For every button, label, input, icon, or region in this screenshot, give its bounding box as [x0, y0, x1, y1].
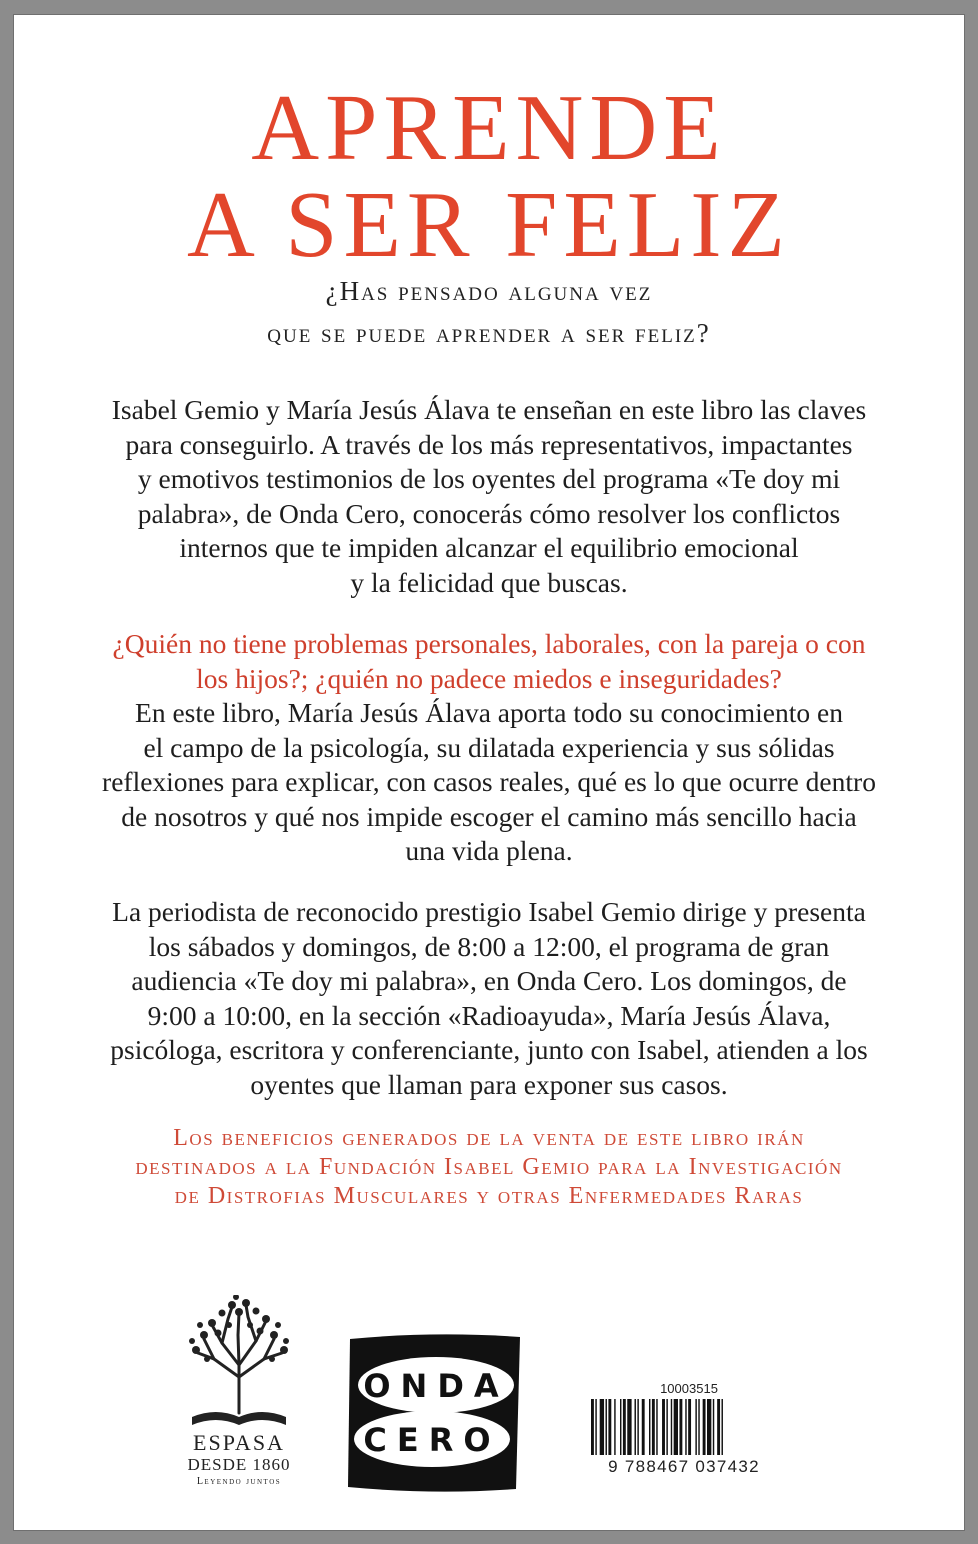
text-line: internos que te impiden alcanzar el equilibrio emocional	[179, 532, 799, 563]
text-line: para conseguirlo. A través de los más representativos, impactantes	[125, 428, 853, 460]
barcode-bar	[717, 1399, 720, 1455]
barcode-code-top: 10003515	[660, 1381, 718, 1396]
text-line: y la felicidad que buscas.	[350, 566, 628, 598]
barcode-bar	[627, 1399, 631, 1455]
text-line: los sábados y domingos, de 8:00 a 12:00, el programa de gran	[148, 930, 830, 962]
barcode-bar	[662, 1399, 665, 1455]
radio-logo-line2: CERO	[363, 1421, 501, 1459]
text-line: y emotivos testimonios de los oyentes del programa «Te doy mi	[137, 463, 841, 494]
paragraph-program	[44, 895, 934, 1102]
barcode-bar	[707, 1399, 711, 1455]
barcode-bar	[656, 1399, 657, 1455]
text-line: palabra», de Onda Cero, conocerás cómo resolver los conflictos	[137, 497, 841, 529]
barcode-bar	[649, 1399, 650, 1455]
barcode-bar	[591, 1399, 594, 1455]
highlight-question-line: los hijos?; ¿quién no padece miedos e inseguridades?	[196, 662, 782, 694]
onda-cero-logo	[344, 1331, 524, 1495]
barcode-bar	[679, 1399, 682, 1455]
charity-note	[14, 1124, 964, 1211]
highlight-question-line: ¿Quién no tiene problemas personales, laborales, con la pareja o con	[112, 628, 866, 659]
barcode-bar	[666, 1399, 667, 1455]
text-line: psicóloga, escritora y conferenciante, junto con Isabel, atienden a los	[110, 1034, 868, 1065]
book-title-line2: A SER FELIZ	[187, 173, 791, 277]
book-title-line1: APRENDE	[251, 76, 727, 180]
publisher-logo	[174, 1295, 304, 1515]
text-line: de nosotros y qué nos impide escoger el camino más sencillo hacia	[121, 800, 857, 832]
text-line: En este libro, María Jesús Álava aporta todo su conocimiento en	[135, 697, 843, 728]
barcode-bar	[652, 1399, 655, 1455]
radio-logo-line1: ONDA	[363, 1367, 509, 1405]
text-line: audiencia «Te doy mi palabra», en Onda Cero. Los domingos, de	[131, 965, 847, 996]
barcode-bar	[685, 1399, 686, 1455]
publisher-name: ESPASA	[193, 1430, 285, 1455]
text-line: Isabel Gemio y María Jesús Álava te enseñan en este libro las claves	[111, 394, 867, 425]
barcode-bar	[695, 1399, 696, 1455]
publisher-tagline: Leyendo juntos	[196, 1476, 282, 1487]
barcode-bar	[703, 1399, 706, 1455]
barcode-bar	[688, 1399, 691, 1455]
barcode-bar	[606, 1399, 607, 1455]
barcode-bar	[713, 1399, 714, 1455]
barcode-bar	[600, 1399, 604, 1455]
text-line: La periodista de reconocido prestigio Isabel Gemio dirige y presenta	[112, 896, 866, 927]
text-line: 9:00 a 10:00, en la sección «Radioayuda», María Jesús Álava,	[147, 999, 831, 1031]
paragraph-intro	[44, 393, 934, 600]
text-line: una vida plena.	[405, 835, 573, 866]
barcode-bar	[608, 1399, 611, 1455]
barcode-bar	[671, 1399, 672, 1455]
text-line: reflexiones para explicar, con casos reales, qué es lo que ocurre dentro	[102, 766, 876, 797]
barcode	[589, 1399, 779, 1455]
question-line2: que se puede aprender a ser feliz?	[267, 318, 711, 348]
barcode-bar	[635, 1399, 636, 1455]
barcode-bar	[620, 1399, 621, 1455]
note-line: Los beneficios generados de la venta de este libro irán	[173, 1125, 805, 1151]
barcode-bar	[623, 1399, 626, 1455]
isbn-number: 9 788467 037432	[608, 1457, 760, 1476]
book-back-cover	[13, 14, 965, 1531]
text-line: el campo de la psicología, su dilatada experiencia y sus sólidas	[143, 731, 835, 763]
text-line: oyentes que llaman para exponer sus casos.	[250, 1068, 728, 1100]
publisher-since: DESDE 1860	[187, 1455, 291, 1474]
barcode-bar	[642, 1399, 645, 1455]
barcode-bar	[637, 1399, 638, 1455]
tree-book-icon	[174, 1295, 304, 1430]
note-line: destinados a la Fundación Isabel Gemio para la Investigación	[135, 1154, 843, 1180]
barcode-bar	[698, 1399, 699, 1455]
note-line: de Distrofias Musculares y otras Enfermedades Raras	[174, 1183, 804, 1209]
paragraph-psychology	[44, 627, 934, 869]
barcode-bar	[595, 1399, 596, 1455]
question-line1: ¿Has pensado alguna vez	[325, 276, 653, 306]
barcode-bar	[722, 1399, 723, 1455]
barcode-bar	[614, 1399, 615, 1455]
barcode-bar	[674, 1399, 678, 1455]
